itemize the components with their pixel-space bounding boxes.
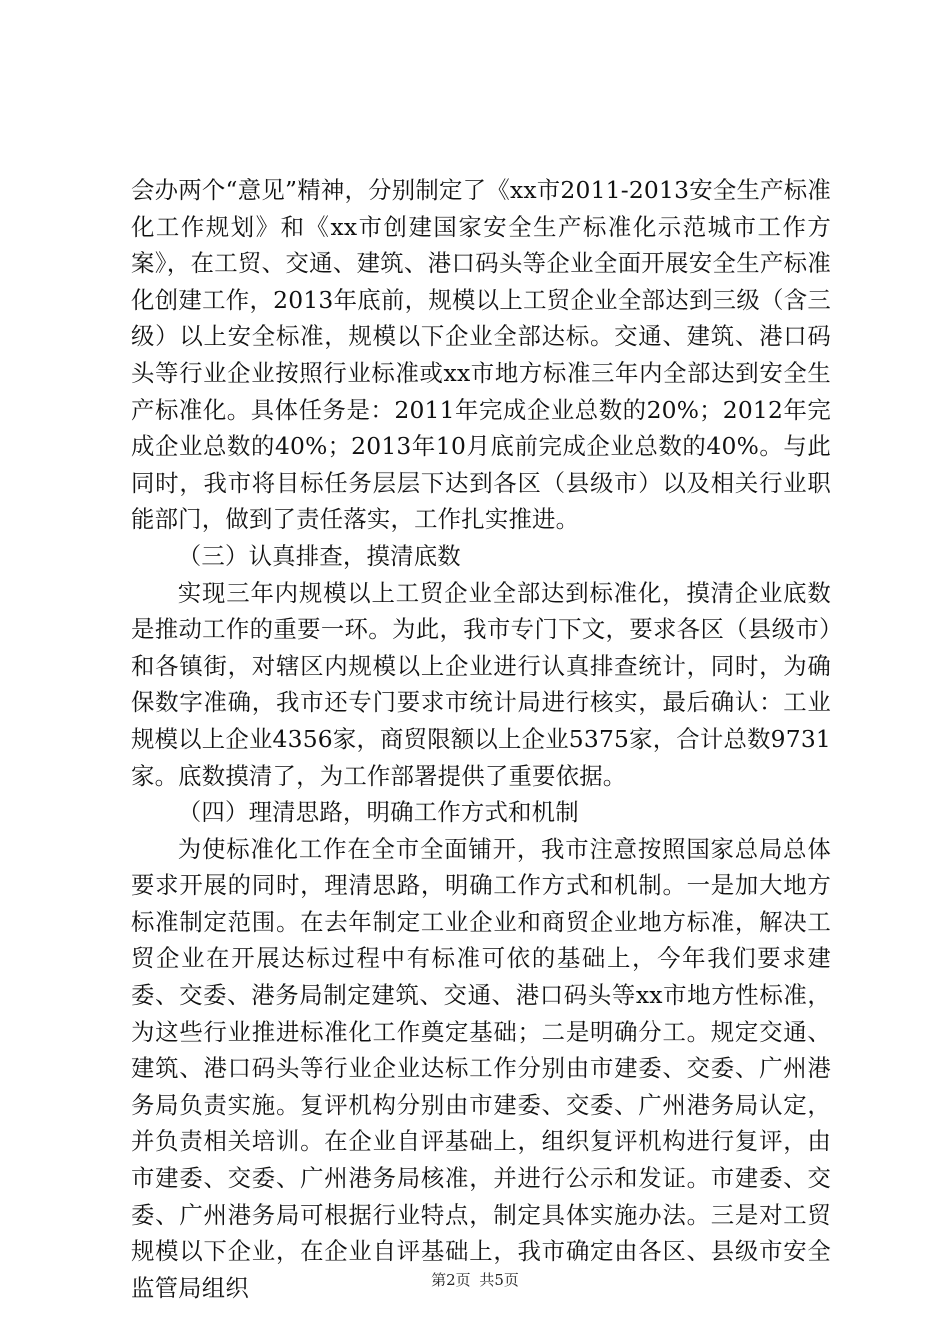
document-body [131,172,831,1306]
section-heading-three: （三）认真排查，摸清底数 [177,541,461,570]
paragraph-baseline-count: 实现三年内规模以上工贸企业全部达到标准化，摸清企业底数是推动工作的重要一环。为此，我市专门下文，要求各区（县级市）和各镇街，对辖区内规模以上企业进行认真排查统计，同时，为确保数字准确，我市还专门要求市统计局进行核实，最后确认：工业规模以上企业4356家，商贸限额以上企业5375家，合计总数9731家。底数摸清了，为工作部署提供了重要依据。 [131,578,831,790]
paragraph-work-mechanism: 为使标准化工作在全市全面铺开，我市注意按照国家总局总体要求开展的同时，理清思路，明确工作方式和机制。一是加大地方标准制定范围。在去年制定工业企业和商贸企业地方标准，解决工贸企业在开展达标过程中有标准可依的基础上，今年我们要求建委、交委、港务局制定建筑、交通、港口码头等xx市地方性标准，为这些行业推进标准化工作奠定基础；二是明确分工。规定交通、建筑、港口码头等行业企业达标工作分别由市建委、交委、广州港务局负责实施。复评机构分别由市建委、交委、广州港务局认定，并负责相关培训。在企业自评基础上，组织复评机构进行复评，由市建委、交委、广州港务局核准，并进行公示和发证。市建委、交委、广州港务局可根据行业特点，制定具体实施办法。三是对工贸规模以下企业，在企业自评基础上，我市确定由各区、县级市安全监管局组织 [131,834,831,1302]
section-heading-four: （四）理清思路，明确工作方式和机制 [177,798,579,827]
page-total: 共5页 [479,1271,519,1289]
page-footer [0,1270,950,1290]
page-number: 第2页 [431,1271,471,1289]
paragraph-continuation: 会办两个“意见”精神，分别制定了《xx市2011-2013安全生产标准化工作规划》和《xx市创建国家安全生产标准化示范城市工作方案》，在工贸、交通、建筑、港口码头等企业全面开展安全生产标准化创建工作，2013年底前，规模以上工贸企业全部达到三级（含三级）以上安全标准，规模以下企业全部达标。交通、建筑、港口码头等行业企业按照行业标准或xx市地方标准三年内全部达到安全生产标准化。具体任务是：2011年完成企业总数的20%；2012年完成企业总数的40%；2013年10月底前完成企业总数的40%。与此同时，我市将目标任务层层下达到各区（县级市）以及相关行业职能部门，做到了责任落实，工作扎实推进。 [131,176,831,534]
